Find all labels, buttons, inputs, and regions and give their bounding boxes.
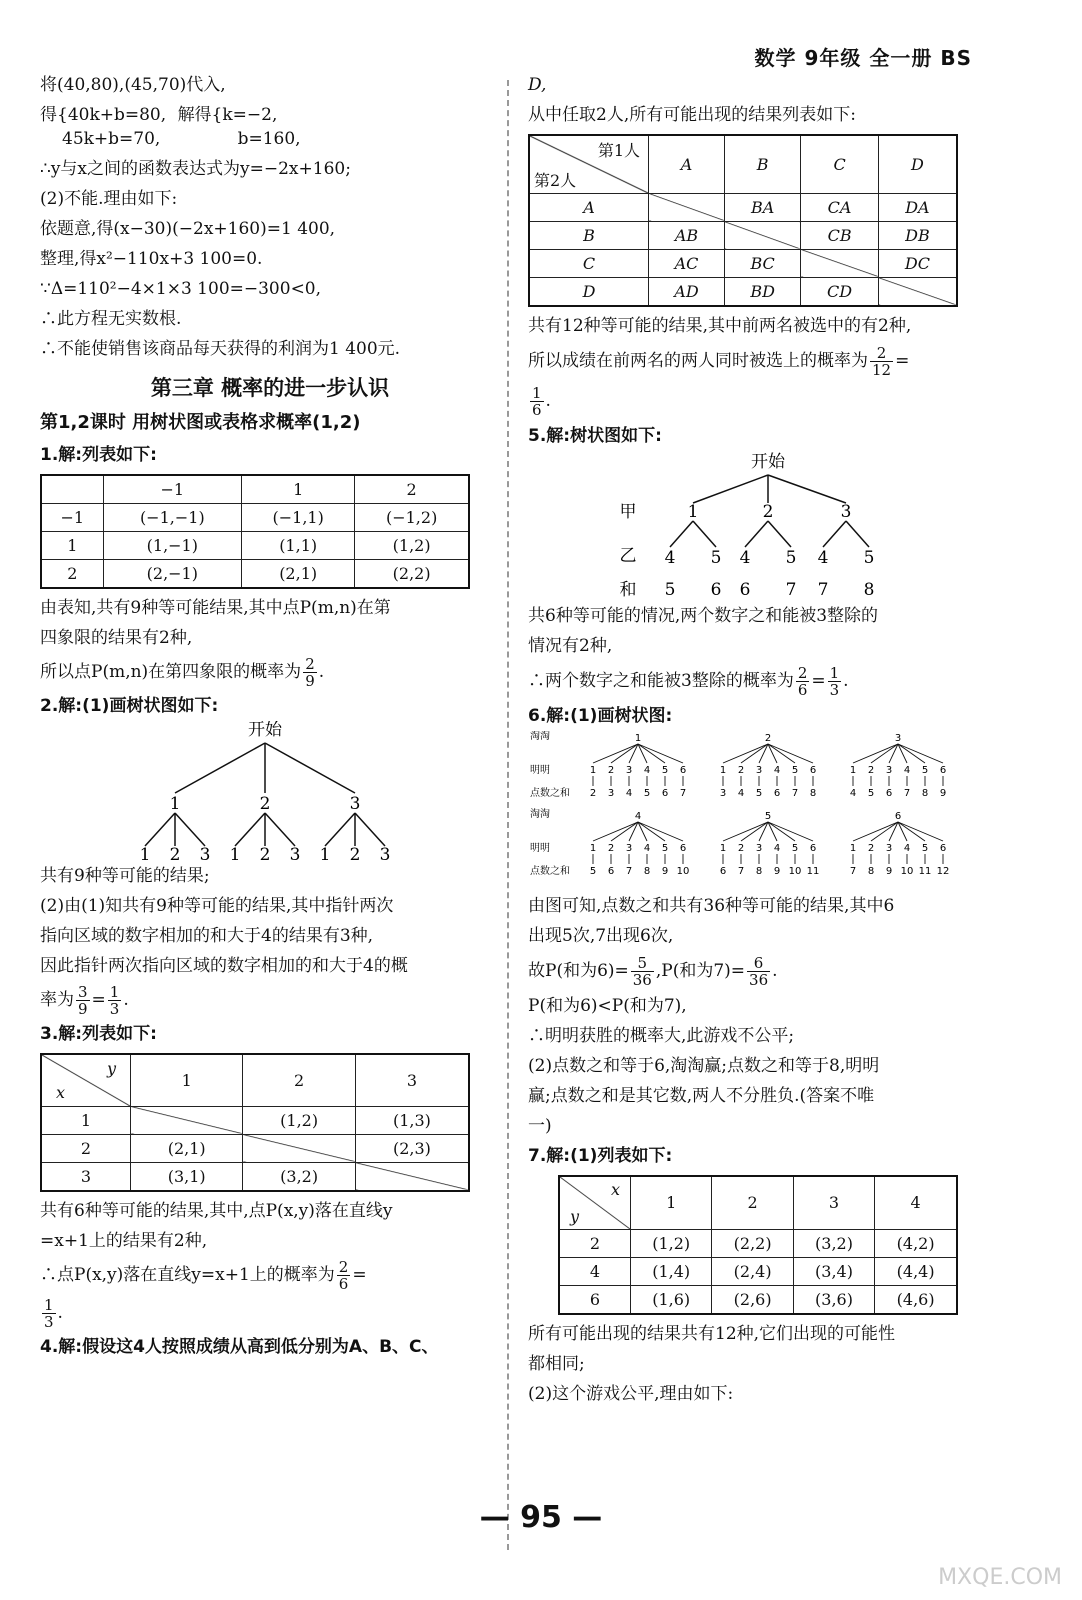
table-cell: DB [878,221,957,249]
tree-sum: 7 [903,787,911,799]
tree-leaf: 3 [625,764,633,776]
tree-leaf: 1 [719,842,727,854]
text-line: $\frac{1}{3}$ . [44,1295,63,1331]
tree-leaf: 5 [785,547,797,568]
tree-leaf: 4 [739,547,751,568]
table-row [41,504,469,532]
table-q7 [558,1175,958,1316]
table-cell: 2 [41,560,103,589]
text-line: 都相同; [528,1354,585,1374]
table-cell: AC [649,249,725,277]
table-cell: 4 [559,1258,631,1286]
tree-sum: 6 [719,865,727,877]
tree-leaf: 1 [589,764,597,776]
tree-leaf: 6 [809,842,817,854]
tree-leaf: 3 [885,842,893,854]
text-line: 出现5次,7出现6次, [528,925,674,946]
tree-sum: 9 [773,865,781,877]
tree-node: 1 [634,732,642,744]
question-6: 6.解:(1)画树状图: [528,705,673,726]
table-q4 [528,134,958,307]
tree-leaf: 1 [319,845,331,861]
text-line: 所以点P(m,n)在第四象限的概率为 $\frac{2}{9}$ . [40,655,325,690]
tree-sum: 10 [676,865,690,877]
tree-leaf: 4 [903,842,911,854]
tree-sum: 7 [817,579,829,600]
table-cell: (2,3) [355,1134,469,1162]
tree-sum: 12 [936,865,950,877]
left-column [40,70,500,1362]
tree-leaf: 2 [867,842,875,854]
text-line: 一) [528,1115,552,1136]
table-cell: CA [801,193,879,221]
table-cell: (1,2) [243,1106,355,1134]
tree-sum: 6 [607,865,615,877]
table-row [529,277,957,306]
tree-sum: 4 [849,787,857,799]
question-7: 7.解:(1)列表如下: [528,1145,673,1166]
tree-sum: 10 [900,865,914,877]
tree-sum: 5 [643,787,651,799]
tree-leaf: 5 [863,547,875,568]
table-cell: B [724,135,800,193]
text-line: 共有12种等可能的结果,其中前两名被选中的有2种, [528,315,912,336]
tree-leaf: 5 [921,842,929,854]
text-line: =x+1上的结果有2种, [40,1230,208,1251]
tree-sum: 6 [710,579,722,600]
table-cell: (2,1) [242,560,355,589]
text-line: 四象限的结果有2种, [40,628,193,648]
tree-row-label: 乙 [619,545,637,566]
fraction: $\frac{3}{9}$ [78,983,88,1018]
table-cell: (1,2) [355,532,469,560]
tree-leaf: 2 [169,845,181,861]
table-cell: 2 [712,1176,793,1230]
table-cell: 1 [41,532,103,560]
tree-leaf: 3 [379,845,391,861]
tree-sum: 7 [679,787,687,799]
table-row [41,1162,469,1191]
tree-sum: 7 [785,579,797,600]
table-cell: 6 [559,1286,631,1315]
tree-leaf: 3 [885,764,893,776]
table-row [529,135,957,193]
fraction: $\frac{1}{3}$ [44,1295,54,1331]
tree-leaf: 2 [259,845,271,861]
table-cell: (2,4) [712,1258,793,1286]
fraction: $\frac{2}{9}$ [305,655,315,690]
tree-leaf: 3 [199,845,211,861]
text-line: 情况有2种, [528,635,613,656]
tree-leaf: 4 [773,764,781,776]
tree-diagram-q5 [528,451,988,601]
question-5: 5.解:树状图如下: [528,425,662,446]
text-line: 共6种等可能的情况,两个数字之和能被3整除的 [528,605,879,626]
text-line: 由表知,共有9种等可能结果,其中点P(m,n)在第 [40,598,391,618]
table-cell: (1,−1) [103,532,241,560]
tree-leaf: 1 [849,764,857,776]
table-row [41,1106,469,1134]
tree-sum: 8 [863,579,875,600]
text-line: 因此指针两次指向区域的数字相加的和大于4的概 [40,956,408,976]
tree-leaf: 2 [737,842,745,854]
tree-sum: 7 [625,865,633,877]
tree-row-label: 淘淘 [530,730,550,742]
text-line: ∴不能使销售该商品每天获得的利润为1 400元. [40,339,401,359]
table-row [529,193,957,221]
table-q1 [40,474,470,589]
table-cell: (3,4) [793,1258,874,1286]
text-line: ∴此方程无实数根. [40,309,182,329]
text-line: 整理,得x²−110x+3 100=0. [40,249,263,269]
page-number: — 95 — [479,1500,603,1535]
table-cell: DA [878,193,957,221]
table-row [529,221,957,249]
table-cell: 4 [875,1176,957,1230]
text-line: ∴点P(x,y)落在直线y=x+1上的概率为 $\frac{2}{6}$ = [40,1257,367,1293]
tree-leaf: 1 [139,845,151,861]
question-4: 4.解:假设这4人按照成绩从高到低分别为A、B、C、 [40,1336,439,1357]
fraction: $\frac{2}{12}$ [872,343,892,379]
text-line: (2)点数之和等于6,淘淘赢;点数之和等于8,明明 [528,1055,880,1076]
table-cell [878,277,957,306]
table-cell: 3 [793,1176,874,1230]
tree-leaf: 6 [809,764,817,776]
tree-sum: 5 [755,787,763,799]
table-cell: (2,1) [131,1134,243,1162]
fraction: $\frac{2}{6}$ [338,1257,349,1293]
text-line: 赢;点数之和是其它数,两人不分胜负.(答案不唯 [528,1085,875,1106]
table-cell: B [529,221,649,249]
table-cell [41,475,103,504]
tree-node: 2 [259,794,271,814]
table-corner-cell: x y [559,1176,631,1230]
table-cell: (−1,2) [355,504,469,532]
table-cell: (3,1) [131,1162,243,1191]
table-cell: CB [801,221,879,249]
table-cell: D [529,277,649,306]
tree-leaf: 2 [867,764,875,776]
tree-sum: 4 [737,787,745,799]
tree-leaf: 4 [643,842,651,854]
tree-sum: 3 [607,787,615,799]
tree-leaf: 6 [679,842,687,854]
tree-sum: 9 [661,865,669,877]
text-line: 所以成绩在前两名的两人同时被选上的概率为 $\frac{2}{12}$ = [528,343,910,379]
tree-sum: 8 [867,865,875,877]
table-cell: 2 [243,1054,355,1106]
text-line: ∴两个数字之和能被3整除的概率为 $\frac{2}{6}$ = $\frac{1}{3}$ . [528,663,849,699]
tree-sum: 9 [885,865,893,877]
table-cell: BD [724,277,800,306]
table-row [41,475,469,504]
table-cell [355,1162,469,1191]
table-cell [243,1134,355,1162]
page-header: 数学 9年级 全一册 BS [754,46,972,70]
table-cell: 2 [41,1134,131,1162]
tree-leaf: 5 [791,842,799,854]
tree-leaf: 3 [755,764,763,776]
table-row [41,560,469,589]
tree-sum: 8 [643,865,651,877]
table-cell: (3,6) [793,1286,874,1315]
table-cell: 1 [131,1054,243,1106]
table-cell: 3 [41,1162,131,1191]
table-cell: 3 [355,1054,469,1106]
fraction: $\frac{1}{6}$ [532,383,542,419]
tree-sum: 5 [589,865,597,877]
text-line: ∵Δ=110²−4×1×3 100=−300<0, [40,279,322,299]
tree-node: 3 [894,732,902,744]
tree-sum: 5 [867,787,875,799]
tree-leaf: 4 [643,764,651,776]
table-cell [649,193,725,221]
table-cell: C [529,249,649,277]
tree-leaf: 6 [679,764,687,776]
table-cell: (1,2) [631,1230,712,1258]
text-line: 指向区域的数字相加的和大于4的结果有3种, [40,926,374,946]
table-cell: (1,4) [631,1258,712,1286]
tree-sum: 6 [739,579,751,600]
tree-sum: 9 [939,787,947,799]
tree-leaf: 1 [229,845,241,861]
tree-leaf: 4 [664,547,676,568]
tree-node: 2 [764,732,772,744]
fraction: $\frac{1}{3}$ [109,983,120,1018]
tree-leaf: 3 [625,842,633,854]
table-cell: (3,2) [243,1162,355,1191]
tree-leaf: 2 [737,764,745,776]
table-cell: AD [649,277,725,306]
text-line: 共有9种等可能的结果; [40,866,210,886]
tree-row-label: 淘淘 [530,808,550,820]
tree-leaf: 5 [791,764,799,776]
table-cell: AB [649,221,725,249]
tree-sum: 6 [773,787,781,799]
tree-sum: 5 [664,579,676,600]
text-line: (2)由(1)知共有9种等可能的结果,其中指针两次 [40,896,394,916]
tree-leaf: 6 [939,842,947,854]
table-cell: 2 [355,475,469,504]
equation-system: 得{40k+b=80, 45k+b=70, 解得{k=−2, b=160, [40,105,301,149]
tree-node: 3 [840,501,852,522]
tree-sum: 10 [788,865,802,877]
table-cell: (−1,1) [242,504,355,532]
text-line: D, [528,75,547,95]
tree-leaf: 1 [849,842,857,854]
column-divider [507,80,509,1550]
text-line: ∴明明获胜的概率大,此游戏不公平; [528,1025,795,1046]
table-cell: (4,4) [875,1258,957,1286]
tree-leaf: 5 [710,547,722,568]
question-1: 1.解:列表如下: [40,445,157,465]
tree-sum: 7 [737,865,745,877]
table-row [559,1286,957,1315]
table-row [41,1054,469,1106]
fraction: $\frac{6}{36}$ [749,953,769,989]
table-q3 [40,1053,470,1192]
tree-sum: 6 [885,787,893,799]
watermark: MXQE.COM [938,1565,1062,1590]
table-cell: A [649,135,725,193]
table-corner-cell: 第1人 第2人 [529,135,649,193]
tree-leaf: 2 [607,842,615,854]
table-row [529,249,957,277]
table-cell: (1,6) [631,1286,712,1315]
table-cell: 1 [41,1106,131,1134]
text-line: ∴y与x之间的函数表达式为y=−2x+160; [40,159,351,179]
fraction: $\frac{1}{3}$ [829,663,840,699]
section-title: 第1,2课时 用树状图或表格求概率(1,2) [40,412,361,433]
table-cell: (4,2) [875,1230,957,1258]
tree-node: 5 [764,810,772,822]
tree-leaf: 6 [939,764,947,776]
tree-node: 2 [762,501,774,522]
table-cell [131,1106,243,1134]
tree-node: 1 [687,501,699,522]
tree-leaf: 4 [903,764,911,776]
table-cell: (2,2) [355,560,469,589]
text-line: 所有可能出现的结果共有12种,它们出现的可能性 [528,1324,896,1344]
text-line: 共有6种等可能的结果,其中,点P(x,y)落在直线y [40,1200,393,1221]
tree-sum: 8 [921,787,929,799]
fraction: $\frac{2}{6}$ [797,663,808,699]
table-cell: CD [801,277,879,306]
tree-sum: 7 [849,865,857,877]
table-cell: (1,1) [242,532,355,560]
table-cell: 2 [559,1230,631,1258]
text-line: P(和为6)<P(和为7), [528,995,687,1016]
tree-row-label: 明明 [530,842,550,854]
tree-leaf: 3 [289,845,301,861]
tree-leaf: 5 [661,842,669,854]
tree-diagram-q6 [528,731,988,891]
tree-leaf: 1 [719,764,727,776]
table-cell: (2,2) [712,1230,793,1258]
table-cell: 1 [242,475,355,504]
text-line: 率为 $\frac{3}{9}$ = $\frac{1}{3}$ . [40,983,129,1018]
tree-sum: 8 [755,865,763,877]
tree-root: 开始 [751,451,785,472]
tree-leaf: 5 [661,764,669,776]
question-2: 2.解:(1)画树状图如下: [40,696,219,716]
text-line: 将(40,80),(45,70)代入, [40,75,226,95]
text-line: 依题意,得(x−30)(−2x+160)=1 400, [40,219,336,239]
tree-node: 6 [894,810,902,822]
tree-sum: 11 [918,865,932,877]
tree-node: 1 [169,794,181,814]
table-cell: −1 [41,504,103,532]
text-line: 从中任取2人,所有可能出现的结果列表如下: [528,105,856,125]
table-cell [801,249,879,277]
table-cell: D [878,135,957,193]
text-line: $\frac{1}{6}$ . [532,383,551,419]
tree-row-label: 甲 [619,501,637,522]
table-cell: (1,3) [355,1106,469,1134]
tree-leaf: 4 [773,842,781,854]
table-cell: BA [724,193,800,221]
tree-leaf: 2 [607,764,615,776]
table-cell: (4,6) [875,1286,957,1315]
tree-leaf: 2 [349,845,361,861]
tree-leaf: 3 [755,842,763,854]
right-column [528,70,998,1409]
tree-sum: 3 [719,787,727,799]
question-3: 3.解:列表如下: [40,1024,157,1044]
tree-leaf: 4 [817,547,829,568]
table-cell: (3,2) [793,1230,874,1258]
fraction: $\frac{5}{36}$ [632,953,652,989]
tree-sum: 2 [589,787,597,799]
tree-sum: 8 [809,787,817,799]
table-cell: (2,6) [712,1286,793,1315]
table-cell: (2,−1) [103,560,241,589]
table-cell: A [529,193,649,221]
table-cell: C [801,135,879,193]
table-row [559,1258,957,1286]
tree-sum: 6 [661,787,669,799]
text-line: 由图可知,点数之和共有36种等可能的结果,其中6 [528,895,895,916]
table-row [559,1176,957,1230]
chapter-title: 第三章 概率的进一步认识 [150,376,390,400]
tree-node: 4 [634,810,642,822]
tree-sum: 11 [806,865,820,877]
text-line: (2)不能.理由如下: [40,189,178,209]
tree-row-label: 点数之和 [530,787,570,799]
text-line: (2)这个游戏公平,理由如下: [528,1384,734,1404]
table-cell [724,221,800,249]
table-row [41,1134,469,1162]
tree-leaf: 5 [921,764,929,776]
tree-diagram-q2 [40,721,460,861]
table-cell: DC [878,249,957,277]
tree-row-label: 明明 [530,764,550,776]
tree-row-label: 和 [619,579,637,600]
table-row [559,1230,957,1258]
table-corner-cell: y x [41,1054,131,1106]
tree-node: 3 [349,794,361,814]
tree-leaf: 1 [589,842,597,854]
table-row [41,532,469,560]
tree-row-label: 点数之和 [530,865,570,877]
tree-sum: 4 [625,787,633,799]
table-cell: 1 [631,1176,712,1230]
text-line: 故P(和为6)= $\frac{5}{36}$ ,P(和为7)= $\frac{6}{36}$ . [528,953,778,989]
tree-sum: 7 [791,787,799,799]
table-cell: BC [724,249,800,277]
table-cell: −1 [103,475,241,504]
table-cell: (−1,−1) [103,504,241,532]
tree-root: 开始 [248,721,282,740]
